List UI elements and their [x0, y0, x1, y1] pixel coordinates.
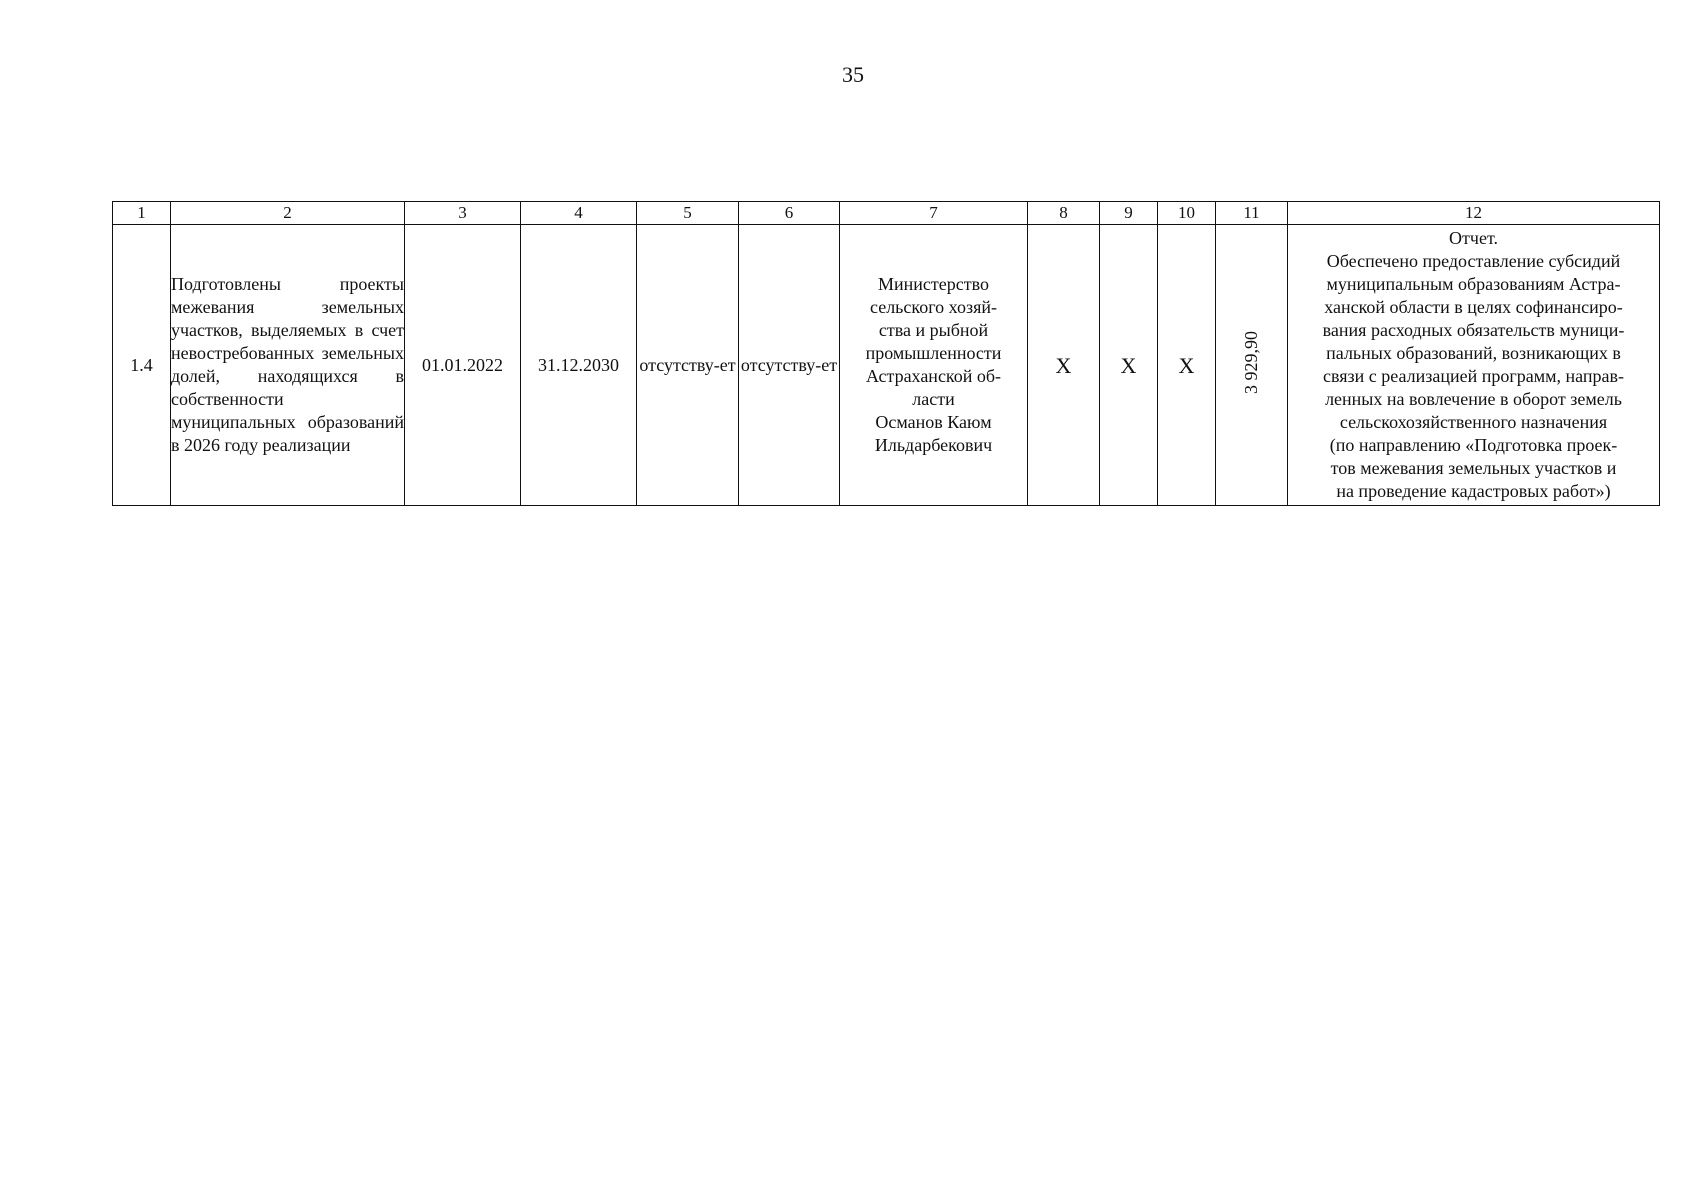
row-report [1288, 225, 1660, 506]
table-header-row [113, 202, 1660, 225]
row-col5-value [637, 225, 739, 506]
header-col-3: 3 [405, 202, 521, 225]
report-line: (по направлению «Подготовка проек- [1329, 435, 1618, 455]
responsible-line: ства и рыбной [878, 320, 989, 340]
header-col-9: 9 [1100, 202, 1158, 225]
row-number: 1.4 [113, 225, 171, 506]
report-line: связи с реализацией программ, направ- [1322, 366, 1624, 386]
report-line: Отчет. [1449, 228, 1498, 248]
col5-text: отсутству-ет [639, 354, 736, 375]
row-col8-mark: Х [1028, 225, 1100, 506]
header-col-2: 2 [171, 202, 405, 225]
header-col-1: 1 [113, 202, 171, 225]
header-col-12: 12 [1288, 202, 1660, 225]
report-line: пальных образований, возникающих в [1326, 343, 1621, 363]
row-amount [1216, 225, 1288, 506]
report-line: ленных на вовлечение в оборот земель [1325, 389, 1622, 409]
row-col6-value [739, 225, 840, 506]
report-line: на проведение кадастровых работ») [1336, 481, 1611, 501]
header-col-10: 10 [1158, 202, 1216, 225]
responsible-line: Османов Каюм [875, 412, 992, 432]
row-description: Подготовлены проекты межевания земельных участков, выделяемых в счет невостребованных земельных долей, находящихся в собственности муниципальных образований в 2026 году реализации [171, 225, 405, 506]
report-line: тов межевания земельных участков и [1330, 458, 1617, 478]
responsible-line: Ильдарбекович [874, 435, 993, 455]
responsible-line: промышленности [865, 343, 1002, 363]
header-col-6: 6 [739, 202, 840, 225]
responsible-line: Министерство [878, 274, 989, 294]
amount-value: 3 929,90 [1241, 330, 1261, 394]
header-col-8: 8 [1028, 202, 1100, 225]
header-col-5: 5 [637, 202, 739, 225]
row-responsible [840, 225, 1028, 506]
responsible-line: ласти [912, 389, 955, 409]
report-line: Обеспечено предоставление субсидий [1326, 251, 1621, 271]
report-line: муниципальным образованиям Астра- [1326, 274, 1621, 294]
row-end-date: 31.12.2030 [521, 225, 637, 506]
responsible-line: сельского хозяй- [870, 297, 997, 317]
row-col10-mark: Х [1158, 225, 1216, 506]
row-col9-mark: Х [1100, 225, 1158, 506]
document-table [112, 201, 1660, 506]
col6-text: отсутству-ет [740, 354, 838, 375]
responsible-line: Астраханской об- [865, 366, 1002, 386]
report-line: ханской области в целях софинансиро- [1324, 297, 1623, 317]
header-col-11: 11 [1216, 202, 1288, 225]
page-number: 35 [842, 62, 864, 87]
row-start-date: 01.01.2022 [405, 225, 521, 506]
header-col-7: 7 [840, 202, 1028, 225]
table-row [113, 225, 1660, 506]
report-line: сельскохозяйственного назначения [1339, 412, 1608, 432]
header-col-4: 4 [521, 202, 637, 225]
report-line: вания расходных обязательств муници- [1322, 320, 1625, 340]
